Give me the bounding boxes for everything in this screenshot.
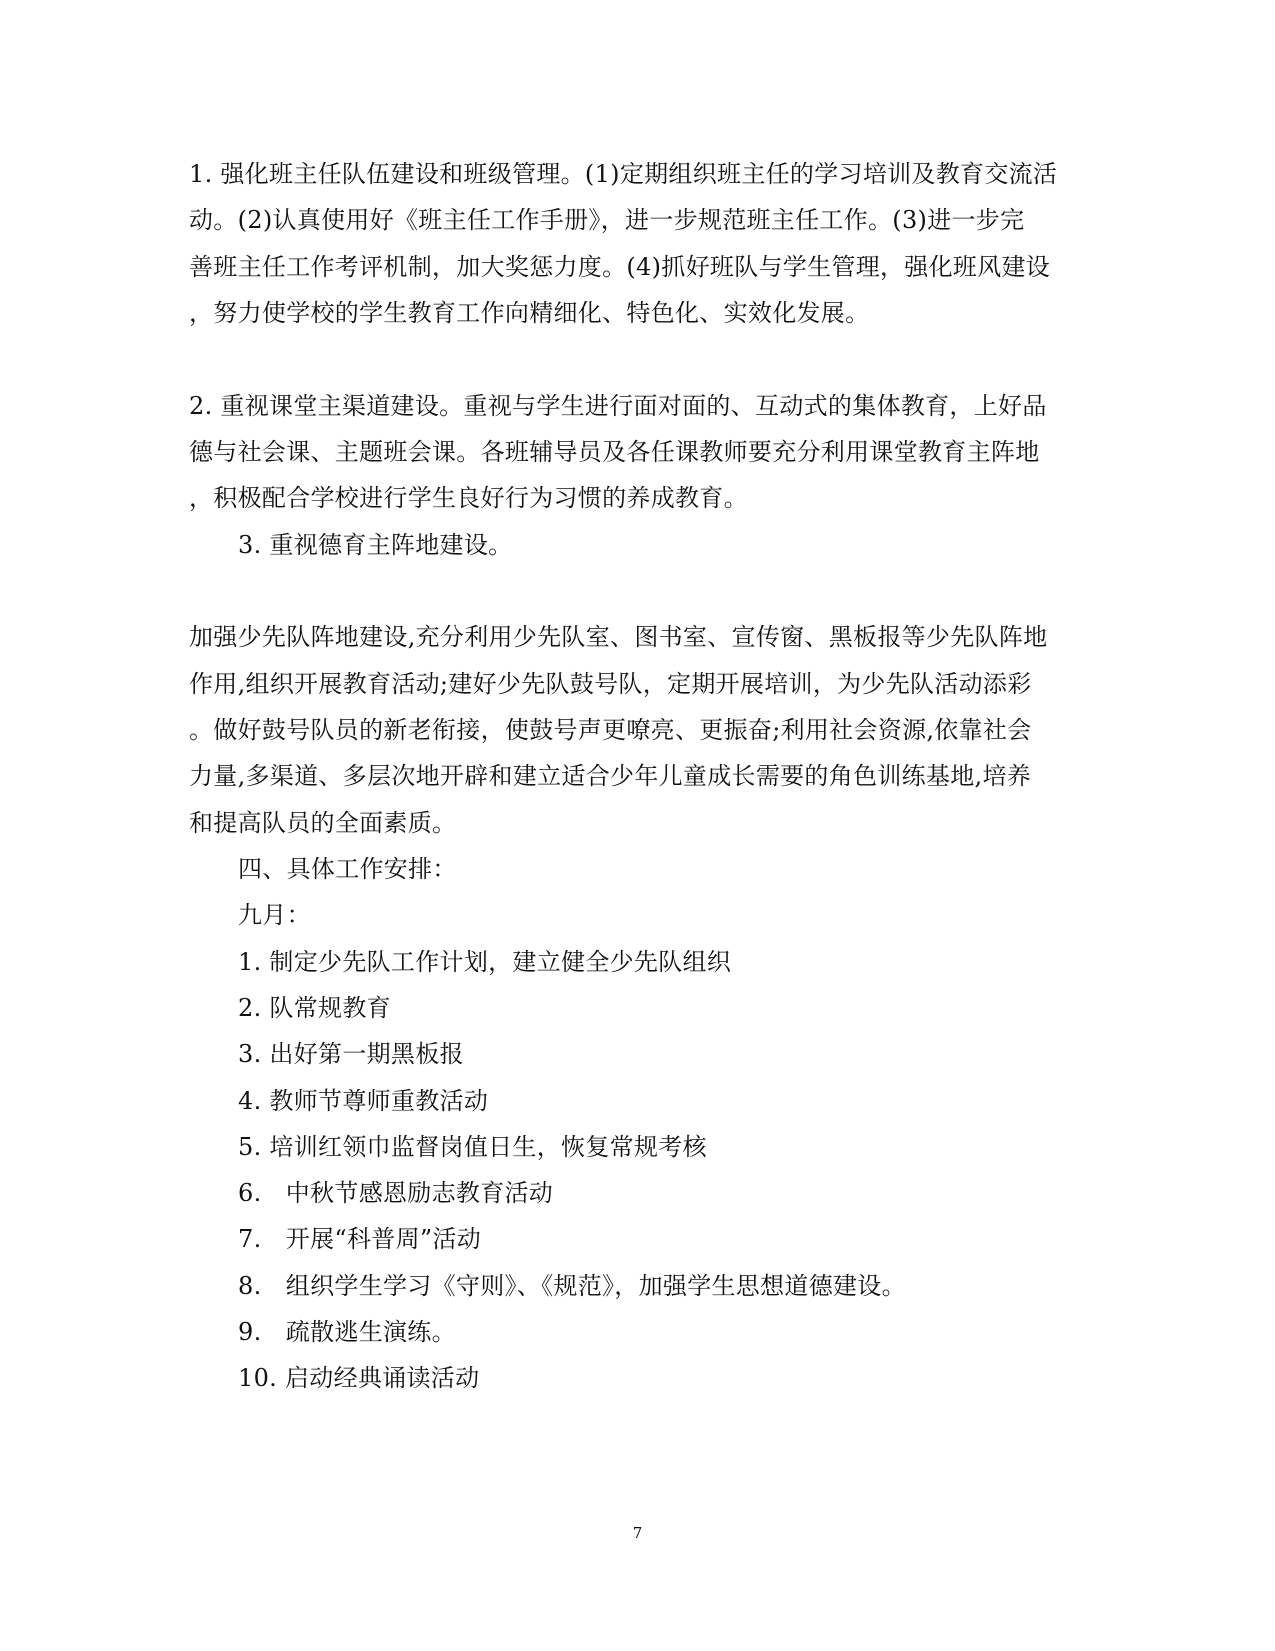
paragraph3-line-4: 力量,多渠道、多层次地开辟和建立适合少年儿童成长需要的角色训练基地,培养 [189, 762, 1032, 790]
task-item: 2. 队常规教育 [238, 994, 391, 1022]
task-item: 7. 开展“科普周”活动 [238, 1225, 482, 1253]
item-3-heading: 3. 重视德育主阵地建设。 [238, 531, 513, 559]
task-item: 8. 组织学生学习《守则》、《规范》，加强学生思想道德建设。 [238, 1272, 906, 1300]
paragraph2-line-2: 德与社会课、主题班会课。各班辅导员及各任课教师要充分利用课堂教育主阵地 [189, 438, 1040, 466]
month-label: 九月： [238, 901, 311, 929]
paragraph1-line-2: 动。(2)认真使用好《班主任工作手册》，进一步规范班主任工作。(3)进一步完 [189, 206, 1025, 234]
paragraph2-line-3: ，积极配合学校进行学生良好行为习惯的养成教育。 [189, 484, 748, 512]
paragraph3-line-1: 加强少先队阵地建设,充分利用少先队室、图书室、宣传窗、黑板报等少先队阵地 [189, 623, 1048, 651]
task-item: 5. 培训红领巾监督岗值日生，恢复常规考核 [238, 1133, 707, 1161]
task-item: 10. 启动经典诵读活动 [238, 1364, 480, 1392]
task-item: 4. 教师节尊师重教活动 [238, 1087, 489, 1115]
task-item: 6. 中秋节感恩励志教育活动 [238, 1179, 554, 1207]
paragraph3-line-3: 。做好鼓号队员的新老衔接，使鼓号声更嘹亮、更振奋;利用社会资源,依靠社会 [189, 716, 1032, 744]
paragraph3-line-2: 作用,组织开展教育活动;建好少先队鼓号队，定期开展培训，为少先队活动添彩 [189, 670, 1032, 698]
paragraph1-line-4: ，努力使学校的学生教育工作向精细化、特色化、实效化发展。 [189, 299, 870, 327]
task-item: 9. 疏散逃生演练。 [238, 1318, 456, 1346]
page-number: 7 [632, 1524, 643, 1542]
paragraph1-line-3: 善班主任工作考评机制，加大奖惩力度。(4)抓好班队与学生管理，强化班风建设 [189, 253, 1051, 281]
section-heading: 四、具体工作安排： [238, 855, 457, 883]
task-item: 3. 出好第一期黑板报 [238, 1040, 464, 1068]
task-item: 1. 制定少先队工作计划，建立健全少先队组织 [238, 948, 732, 976]
paragraph1-line-1: 1. 强化班主任队伍建设和班级管理。(1)定期组织班主任的学习培训及教育交流活 [189, 160, 1058, 188]
paragraph3-line-5: 和提高队员的全面素质。 [189, 809, 457, 837]
paragraph2-line-1: 2. 重视课堂主渠道建设。重视与学生进行面对面的、互动式的集体教育，上好品 [189, 392, 1047, 420]
